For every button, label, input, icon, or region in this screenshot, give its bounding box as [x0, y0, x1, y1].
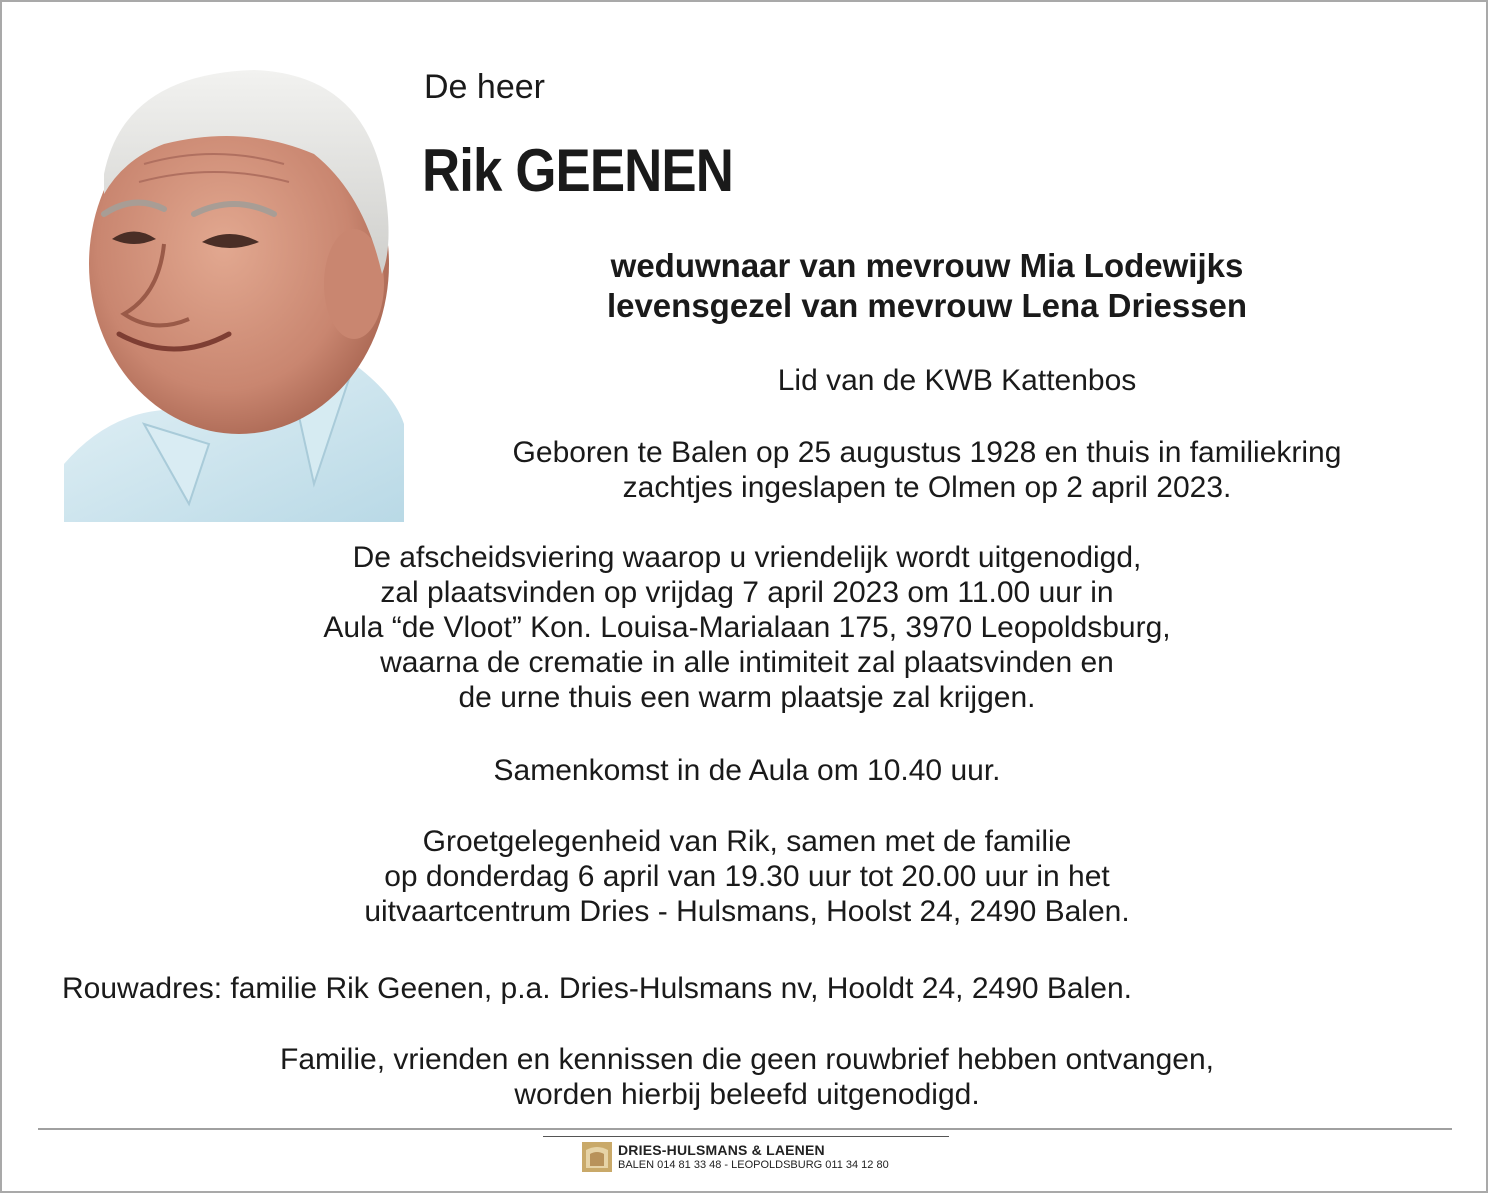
portrait-photo	[64, 64, 404, 522]
text-line: Aula “de Vloot” Kon. Louisa-Marialaan 175, 3970 Leopoldsburg,	[323, 611, 1171, 644]
funeral-home-contact: BALEN 014 81 33 48 - LEOPOLDSBURG 011 34 12 80	[618, 1159, 889, 1171]
divider	[543, 1136, 949, 1137]
ceremony-details	[202, 540, 1292, 715]
funeral-home-name: DRIES-HULSMANS & LAENEN	[618, 1142, 825, 1158]
text-line: worden hierbij beleefd uitgenodigd.	[514, 1078, 980, 1111]
text-line: de urne thuis een warm plaatsje zal krijgen.	[458, 681, 1036, 714]
text-line: De afscheidsviering waarop u vriendelijk wordt uitgenodigd,	[352, 541, 1142, 574]
funeral-home-logo-icon	[582, 1142, 612, 1172]
text-line: Geboren te Balen op 25 augustus 1928 en thuis in familiekring	[512, 436, 1342, 469]
divider	[38, 1128, 1452, 1130]
text-line: zachtjes ingeslapen te Olmen op 2 april 2023.	[622, 471, 1232, 504]
text-line: Familie, vrienden en kennissen die geen rouwbrief hebben ontvangen,	[280, 1043, 1214, 1076]
birth-death-details	[442, 435, 1412, 505]
membership: Lid van de KWB Kattenbos	[777, 364, 1137, 397]
text-line: Groetgelegenheid van Rik, samen met de familie	[422, 825, 1072, 858]
relations	[522, 246, 1332, 326]
visitation-details	[202, 824, 1292, 929]
relation-line: levensgezel van mevrouw Lena Driessen	[606, 287, 1248, 324]
text-line: waarna de crematie in alle intimiteit zal plaatsvinden en	[380, 646, 1114, 679]
text-line: op donderdag 6 april van 19.30 uur tot 20.00 uur in het	[384, 860, 1110, 893]
mourning-address: Rouwadres: familie Rik Geenen, p.a. Dries-Hulsmans nv, Hooldt 24, 2490 Balen.	[62, 972, 1132, 1005]
salutation: De heer	[424, 68, 545, 106]
text-line: zal plaatsvinden op vrijdag 7 april 2023 om 11.00 uur in	[380, 576, 1114, 609]
gathering-time: Samenkomst in de Aula om 10.40 uur.	[493, 754, 1001, 787]
relation-line: weduwnaar van mevrouw Mia Lodewijks	[610, 247, 1244, 284]
deceased-name: Rik GEENEN	[422, 137, 734, 204]
closing-note	[202, 1042, 1292, 1112]
text-line: uitvaartcentrum Dries - Hulsmans, Hoolst 24, 2490 Balen.	[364, 895, 1130, 928]
